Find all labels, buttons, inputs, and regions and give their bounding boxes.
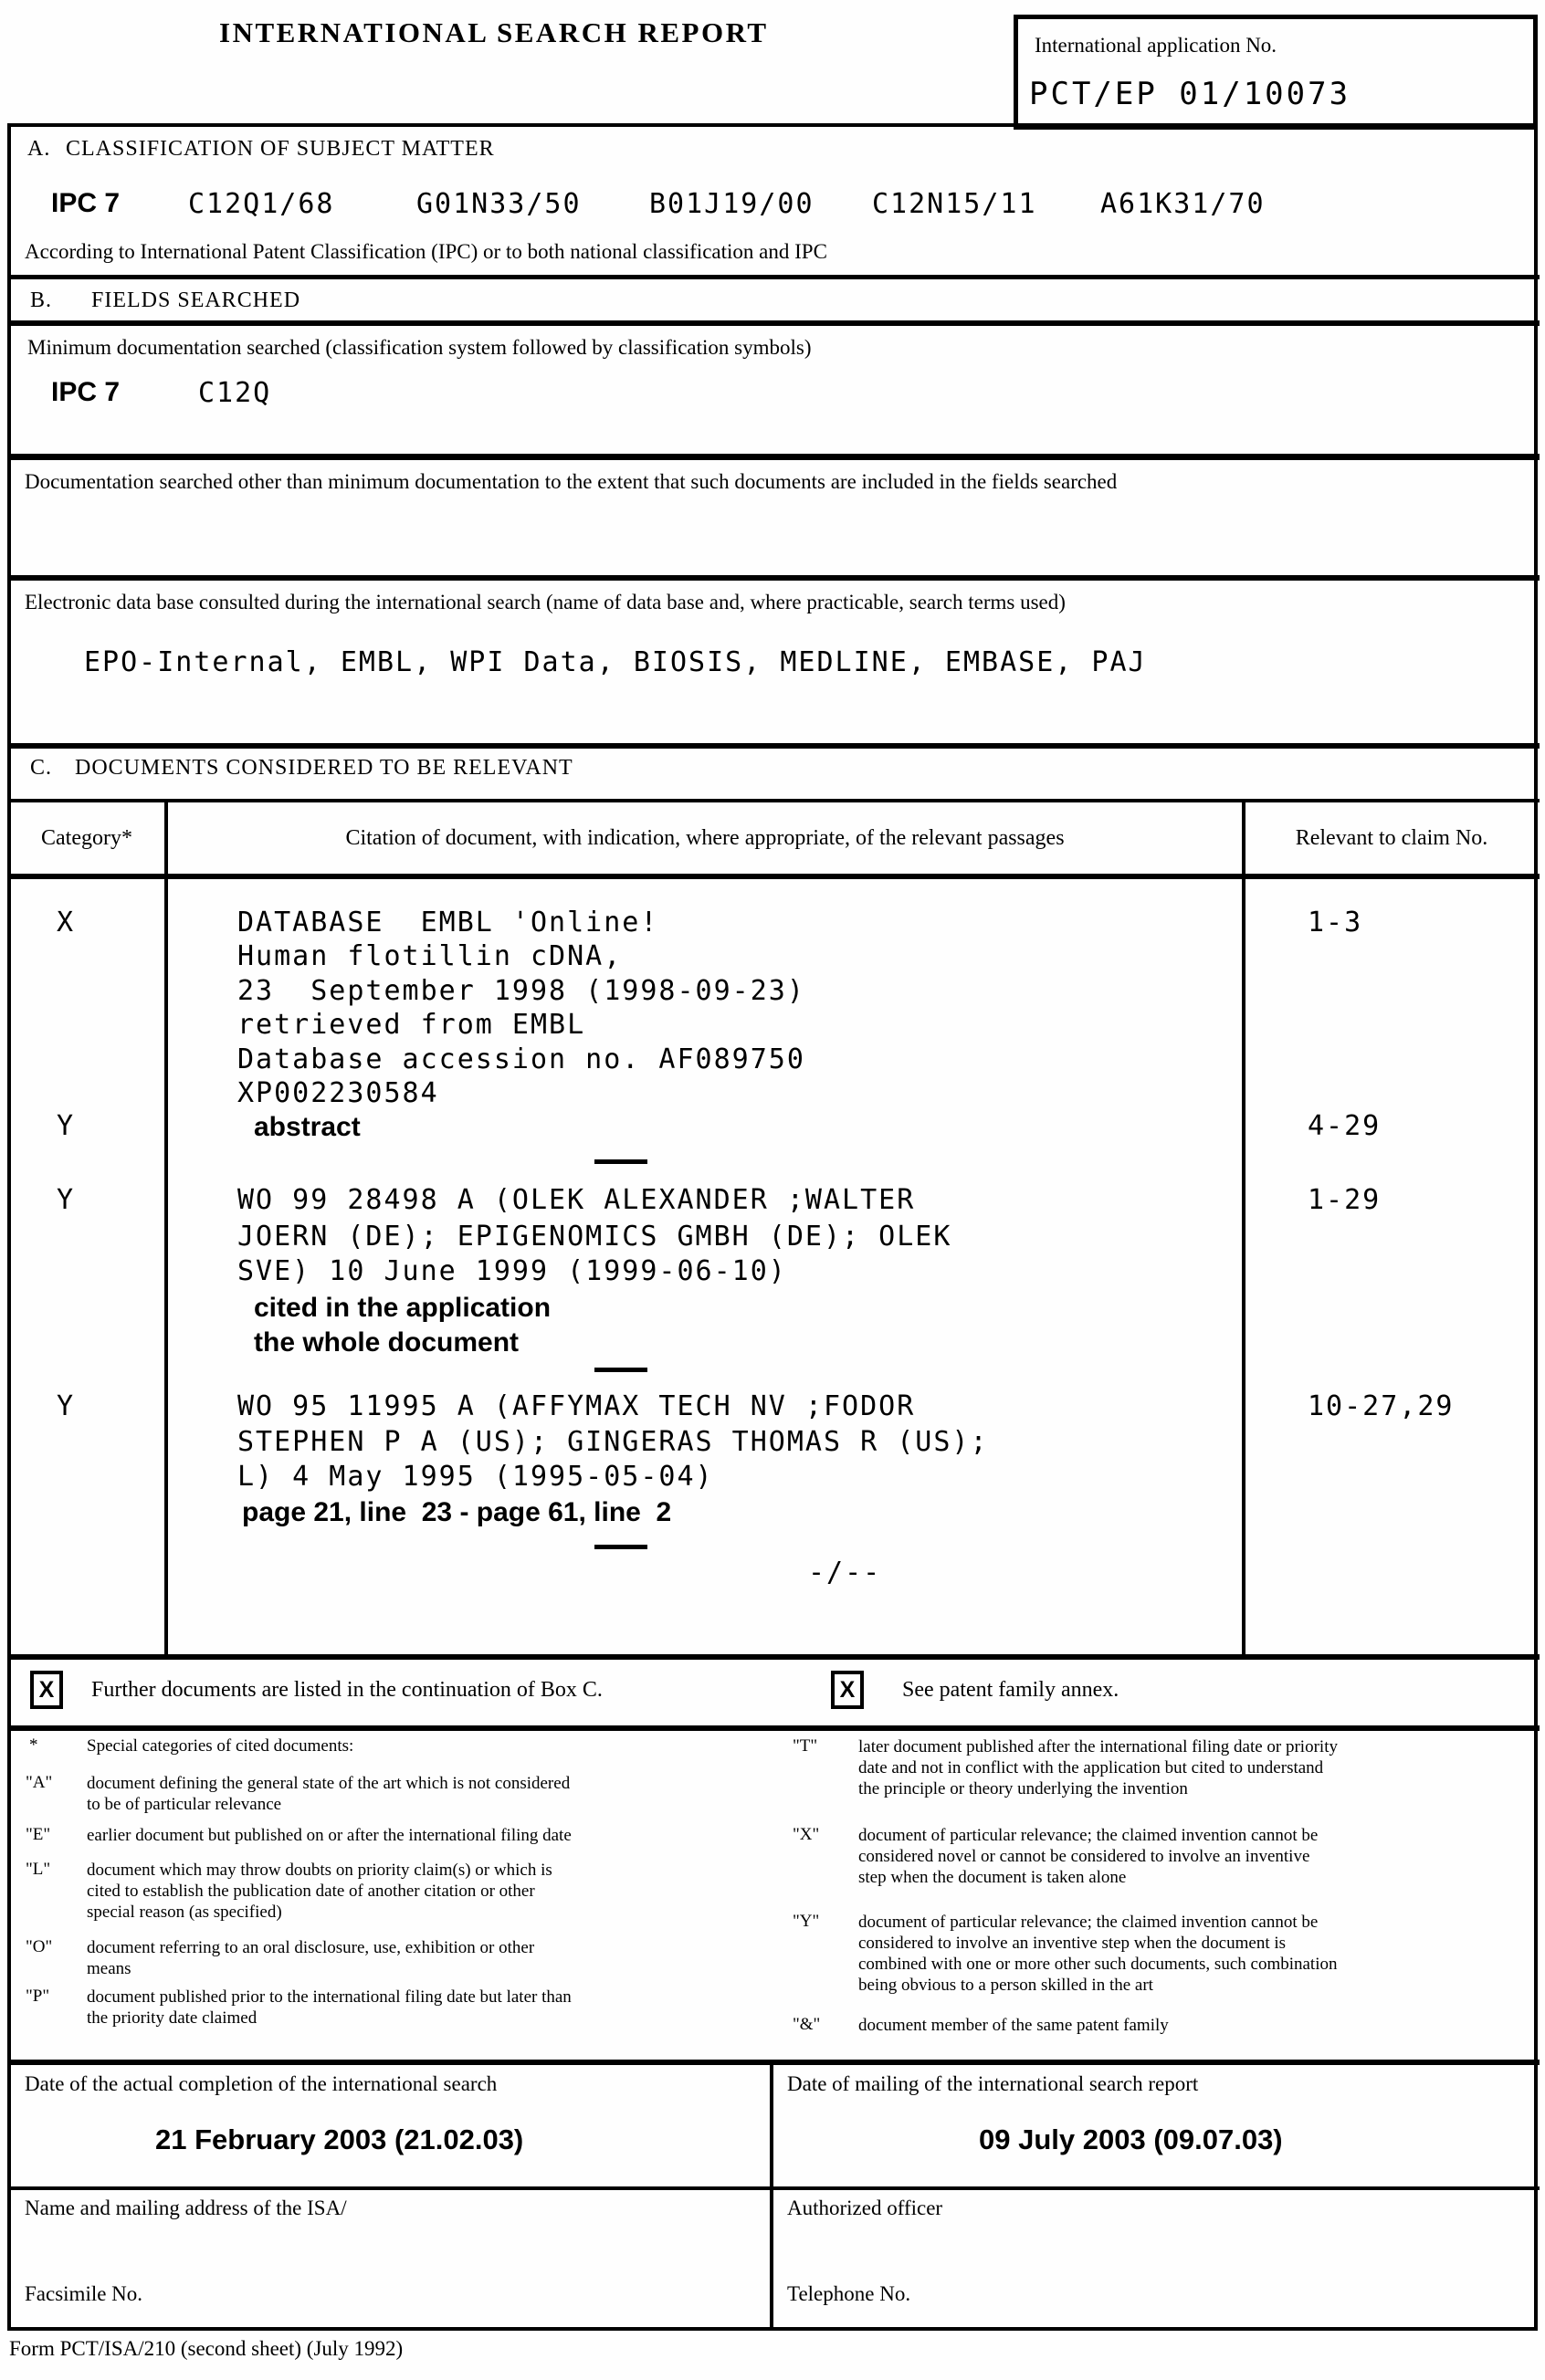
legend-star-code: * [29,1735,38,1755]
section-b-heading: FIELDS SEARCHED [91,288,301,312]
section-a-ipc-label: IPC 7 [51,188,121,218]
completion-date-value: 21 February 2003 (21.02.03) [155,2123,524,2155]
citation-separator [594,1545,647,1549]
row3-citation-line: WO 99 28498 A (OLEK ALEXANDER ;WALTER [237,1184,916,1216]
column-header-category: Category* [41,825,132,850]
other-documentation-label: Documentation searched other than minimum documentation to the extent that such documents are included in the fields searched [25,470,1118,493]
column-divider-footer [770,2060,773,2331]
row1-citation-line: XP002230584 [237,1077,439,1109]
row4-citation-line: STEPHEN P A (US); GINGERAS THOMAS R (US); [237,1426,989,1458]
isa-address-label: Name and mailing address of the ISA/ [25,2197,347,2219]
application-number-value: PCT/EP 01/10073 [1029,76,1351,112]
row1-citation-line: Database accession no. AF089750 [237,1043,805,1075]
row1-citation-line: retrieved from EMBL [237,1009,586,1041]
electronic-database-label: Electronic data base consulted during the international search (name of data base and, where practicable, search terms used) [25,591,1066,613]
divider-checkbox-legend [7,1725,1540,1731]
divider-body-checkbox [7,1654,1540,1660]
legend-text-x: document of particular relevance; the claimed invention cannot be considered novel or cannot be considered to involve an inventive step when the document is taken alone [858,1826,1319,1887]
divider-a-b [7,275,1540,279]
minimum-documentation-value: C12Q [198,377,272,409]
citation-separator [594,1368,647,1372]
legend-text-p: document published prior to the international filing date but later than the priority date claimed [87,1987,572,2028]
row2-claims: 4-29 [1308,1110,1382,1142]
patent-family-annex-checkbox[interactable] [831,1671,864,1709]
patent-family-annex-checkmark: X [839,1676,856,1703]
divider-legend-dates [7,2060,1540,2065]
row3-passage-bold: cited in the application [254,1293,552,1323]
further-documents-checkmark: X [38,1676,55,1703]
row1-category: X [57,907,76,938]
divider-dates-isa [7,2186,1540,2190]
section-b-label: B. [30,288,53,312]
further-documents-label: Further documents are listed in the continuation of Box C. [91,1678,603,1702]
page-title: INTERNATIONAL SEARCH REPORT [219,16,769,48]
divider-otherdoc-edb [7,575,1540,581]
column-divider-claims [1242,799,1245,1654]
application-number-label: International application No. [1035,34,1277,57]
legend-text-y: document of particular relevance; the claimed invention cannot be considered to involve an inventive step when the document is combined with one or more other such documents, such combination being obvious to a person skilled in the art [858,1913,1338,1995]
facsimile-label: Facsimile No. [25,2282,143,2305]
ipc-code-4: C12N15/11 [872,188,1037,220]
row4-citation-line: L) 4 May 1995 (1995-05-04) [237,1461,714,1493]
divider-edb-c [7,743,1540,749]
ipc-code-2: G01N33/50 [416,188,582,220]
row1-claims: 1-3 [1308,907,1363,938]
row3-citation-line: SVE) 10 June 1999 (1999-06-10) [237,1255,787,1287]
legend-code-o: "O" [26,1937,53,1956]
legend-text-l: document which may throw doubts on priority claim(s) or which is cited to establish the publication date of another citation or other special reason (as specified) [87,1861,552,1922]
legend-code-y: "Y" [793,1912,820,1931]
legend-code-a: "A" [26,1773,53,1792]
continuation-mark: -/-- [808,1557,882,1588]
column-header-claims: Relevant to claim No. [1295,825,1488,850]
section-a-heading: CLASSIFICATION OF SUBJECT MATTER [66,137,495,161]
legend-text-o: document referring to an oral disclosure, use, exhibition or other means [87,1938,535,1978]
legend-code-l: "L" [26,1860,51,1879]
legend-code-p: "P" [26,1987,50,2006]
minimum-documentation-ipc-label: IPC 7 [51,377,121,407]
row3-category: Y [57,1184,76,1216]
row1-citation-line: DATABASE EMBL 'Online! [237,907,659,938]
row4-category: Y [57,1390,76,1422]
minimum-documentation-label: Minimum documentation searched (classification system followed by classification symbols) [27,336,812,359]
divider-b-mindoc [7,320,1540,326]
row2-category: Y [57,1110,76,1142]
ipc-code-3: B01J19/00 [649,188,815,220]
citation-separator [594,1159,647,1164]
legend-star-text: Special categories of cited documents: [87,1736,354,1756]
divider-header-body [7,874,1540,879]
completion-date-label: Date of the actual completion of the international search [25,2072,498,2095]
row1-citation-line: Human flotillin cDNA, [237,940,623,972]
column-divider-category [164,799,168,1654]
form-number-note: Form PCT/ISA/210 (second sheet) (July 1992) [9,2337,404,2360]
column-header-citation: Citation of document, with indication, where appropriate, of the relevant passages [345,825,1065,850]
row1-citation-line: 23 September 1998 (1998-09-23) [237,975,805,1007]
row2-passage-bold: abstract [254,1112,361,1142]
divider-mindoc-otherdoc [7,454,1540,460]
legend-code-e: "E" [26,1825,51,1844]
section-c-label: C. [30,756,53,780]
mailing-date-label: Date of mailing of the international search report [787,2072,1199,2095]
row4-claims: 10-27,29 [1308,1390,1455,1422]
application-number-box [1014,15,1538,130]
row4-citation-line: WO 95 11995 A (AFFYMAX TECH NV ;FODOR [237,1390,916,1422]
further-documents-checkbox[interactable] [30,1671,63,1709]
row3-citation-line: JOERN (DE); EPIGENOMICS GMBH (DE); OLEK [237,1221,952,1253]
legend-text-t: later document published after the international filing date or priority date and not in conflict with the application but cited to understand the principle or theory underlying the invention [858,1737,1338,1798]
legend-code-amp: "&" [793,2015,821,2034]
row3-passage-bold: the whole document [254,1327,520,1358]
legend-code-x: "X" [793,1825,820,1844]
legend-text-amp: document member of the same patent family [858,2016,1169,2035]
row4-passage-bold: page 21, line 23 - page 61, line 2 [242,1497,672,1527]
section-c-heading: DOCUMENTS CONSIDERED TO BE RELEVANT [75,756,573,780]
section-a-label: A. [27,137,51,161]
electronic-database-value: EPO-Internal, EMBL, WPI Data, BIOSIS, MEDLINE, EMBASE, PAJ [84,646,1147,678]
ipc-code-1: C12Q1/68 [188,188,335,220]
mailing-date-value: 09 July 2003 (09.07.03) [979,2123,1283,2155]
authorized-officer-label: Authorized officer [787,2197,943,2219]
legend-text-a: document defining the general state of the art which is not considered to be of particular relevance [87,1774,571,1814]
patent-family-annex-label: See patent family annex. [902,1678,1119,1702]
legend-code-t: "T" [793,1736,818,1756]
section-a-note: According to International Patent Classification (IPC) or to both national classification and IPC [25,240,827,263]
row3-claims: 1-29 [1308,1184,1382,1216]
ipc-code-5: A61K31/70 [1100,188,1266,220]
telephone-label: Telephone No. [787,2282,911,2305]
legend-text-e: earlier document but published on or after the international filing date [87,1826,572,1845]
